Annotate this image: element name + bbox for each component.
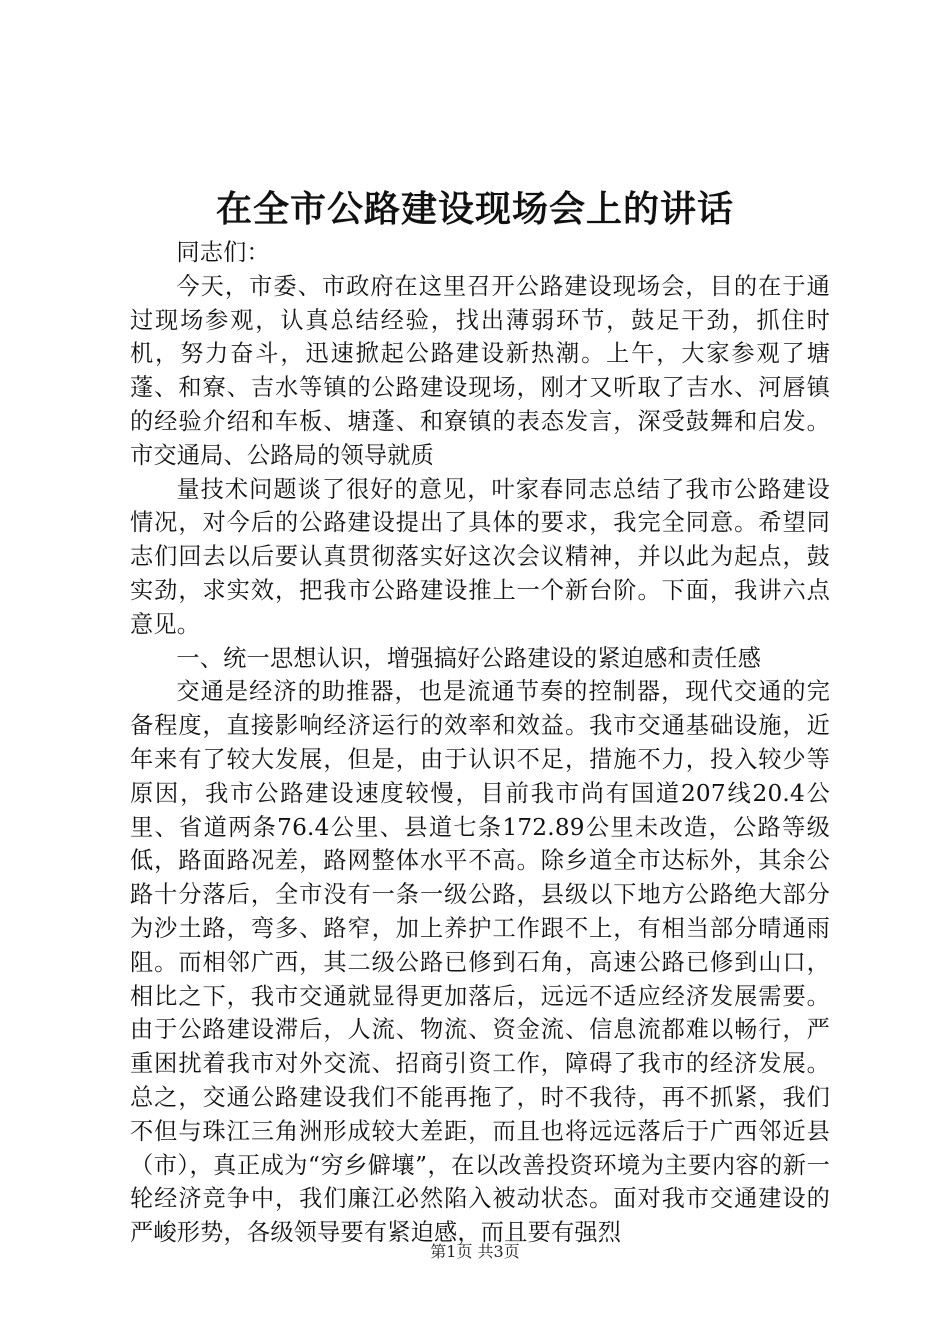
section-heading: 一、统一思想认识，增强搞好公路建设的紧迫感和责任感 — [176, 644, 762, 672]
body-paragraph: 交通是经济的助推器，也是流通节奏的控制器，现代交通的完备程度，直接影响经济运行的效率和效益。我市交通基础设施，近年来有了较大发展，但是，由于认识不足，措施不力，投入较少等原因，我市公路建设速度较慢，目前我市尚有国道207线20.4公里、省道两条76.4公里、县道七条172.89公里未改造，公路等级低，路面路况差，路网整体水平不高。除乡道全市达标外，其余公路十分落后，全市没有一条一级公路，县级以下地方公路绝大部分为沙土路，弯多、路窄，加上养护工作跟不上，有相当部分晴通雨阻。而相邻广西，其二级公路已修到石角，高速公路已修到山口，相比之下，我市交通就显得更加落后，远远不适应经济发展需要。由于公路建设滞后，人流、物流、资金流、信息流都难以畅行，严重困扰着我市对外交流、招商引资工作，障碍了我市的经济发展。总之，交通公路建设我们不能再拖了，时不我待，再不抓紧，我们不但与珠江三角洲形成较大差距，而且也将远远落后于广西邻近县（市），真正成为“穷乡僻壤”，在以改善投资环境为主要内容的新一轮经济竞争中，我们廉江必然陷入被动状态。面对我市交通建设的严峻形势，各级领导要有紧迫感，而且要有强烈 — [130, 678, 830, 1247]
document-title: 在全市公路建设现场会上的讲话 — [215, 188, 734, 230]
salutation: 同志们： — [176, 239, 270, 266]
body-paragraph: 今天，市委、市政府在这里召开公路建设现场会，目的在于通过现场参观，认真总结经验，找出薄弱环节，鼓足干劲，抓住时机，努力奋斗，迅速掀起公路建设新热潮。上午，大家参观了塘蓬、和寮、吉水等镇的公路建设现场，刚才又听取了吉水、河唇镇的经验介绍和车板、塘蓬、和寮镇的表态发言，深受鼓舞和启发。市交通局、公路局的领导就质 — [130, 272, 830, 469]
page-number-footer: 第1页 共3页 — [430, 1242, 520, 1261]
body-paragraph: 量技术问题谈了很好的意见，叶家春同志总结了我市公路建设情况，对今后的公路建设提出了具体的要求，我完全同意。希望同志们回去以后要认真贯彻落实好这次会议精神，并以此为起点，鼓实劲，求实效，把我市公路建设推上一个新台阶。下面，我讲六点意见。 — [130, 475, 830, 638]
document-body — [130, 236, 830, 1250]
